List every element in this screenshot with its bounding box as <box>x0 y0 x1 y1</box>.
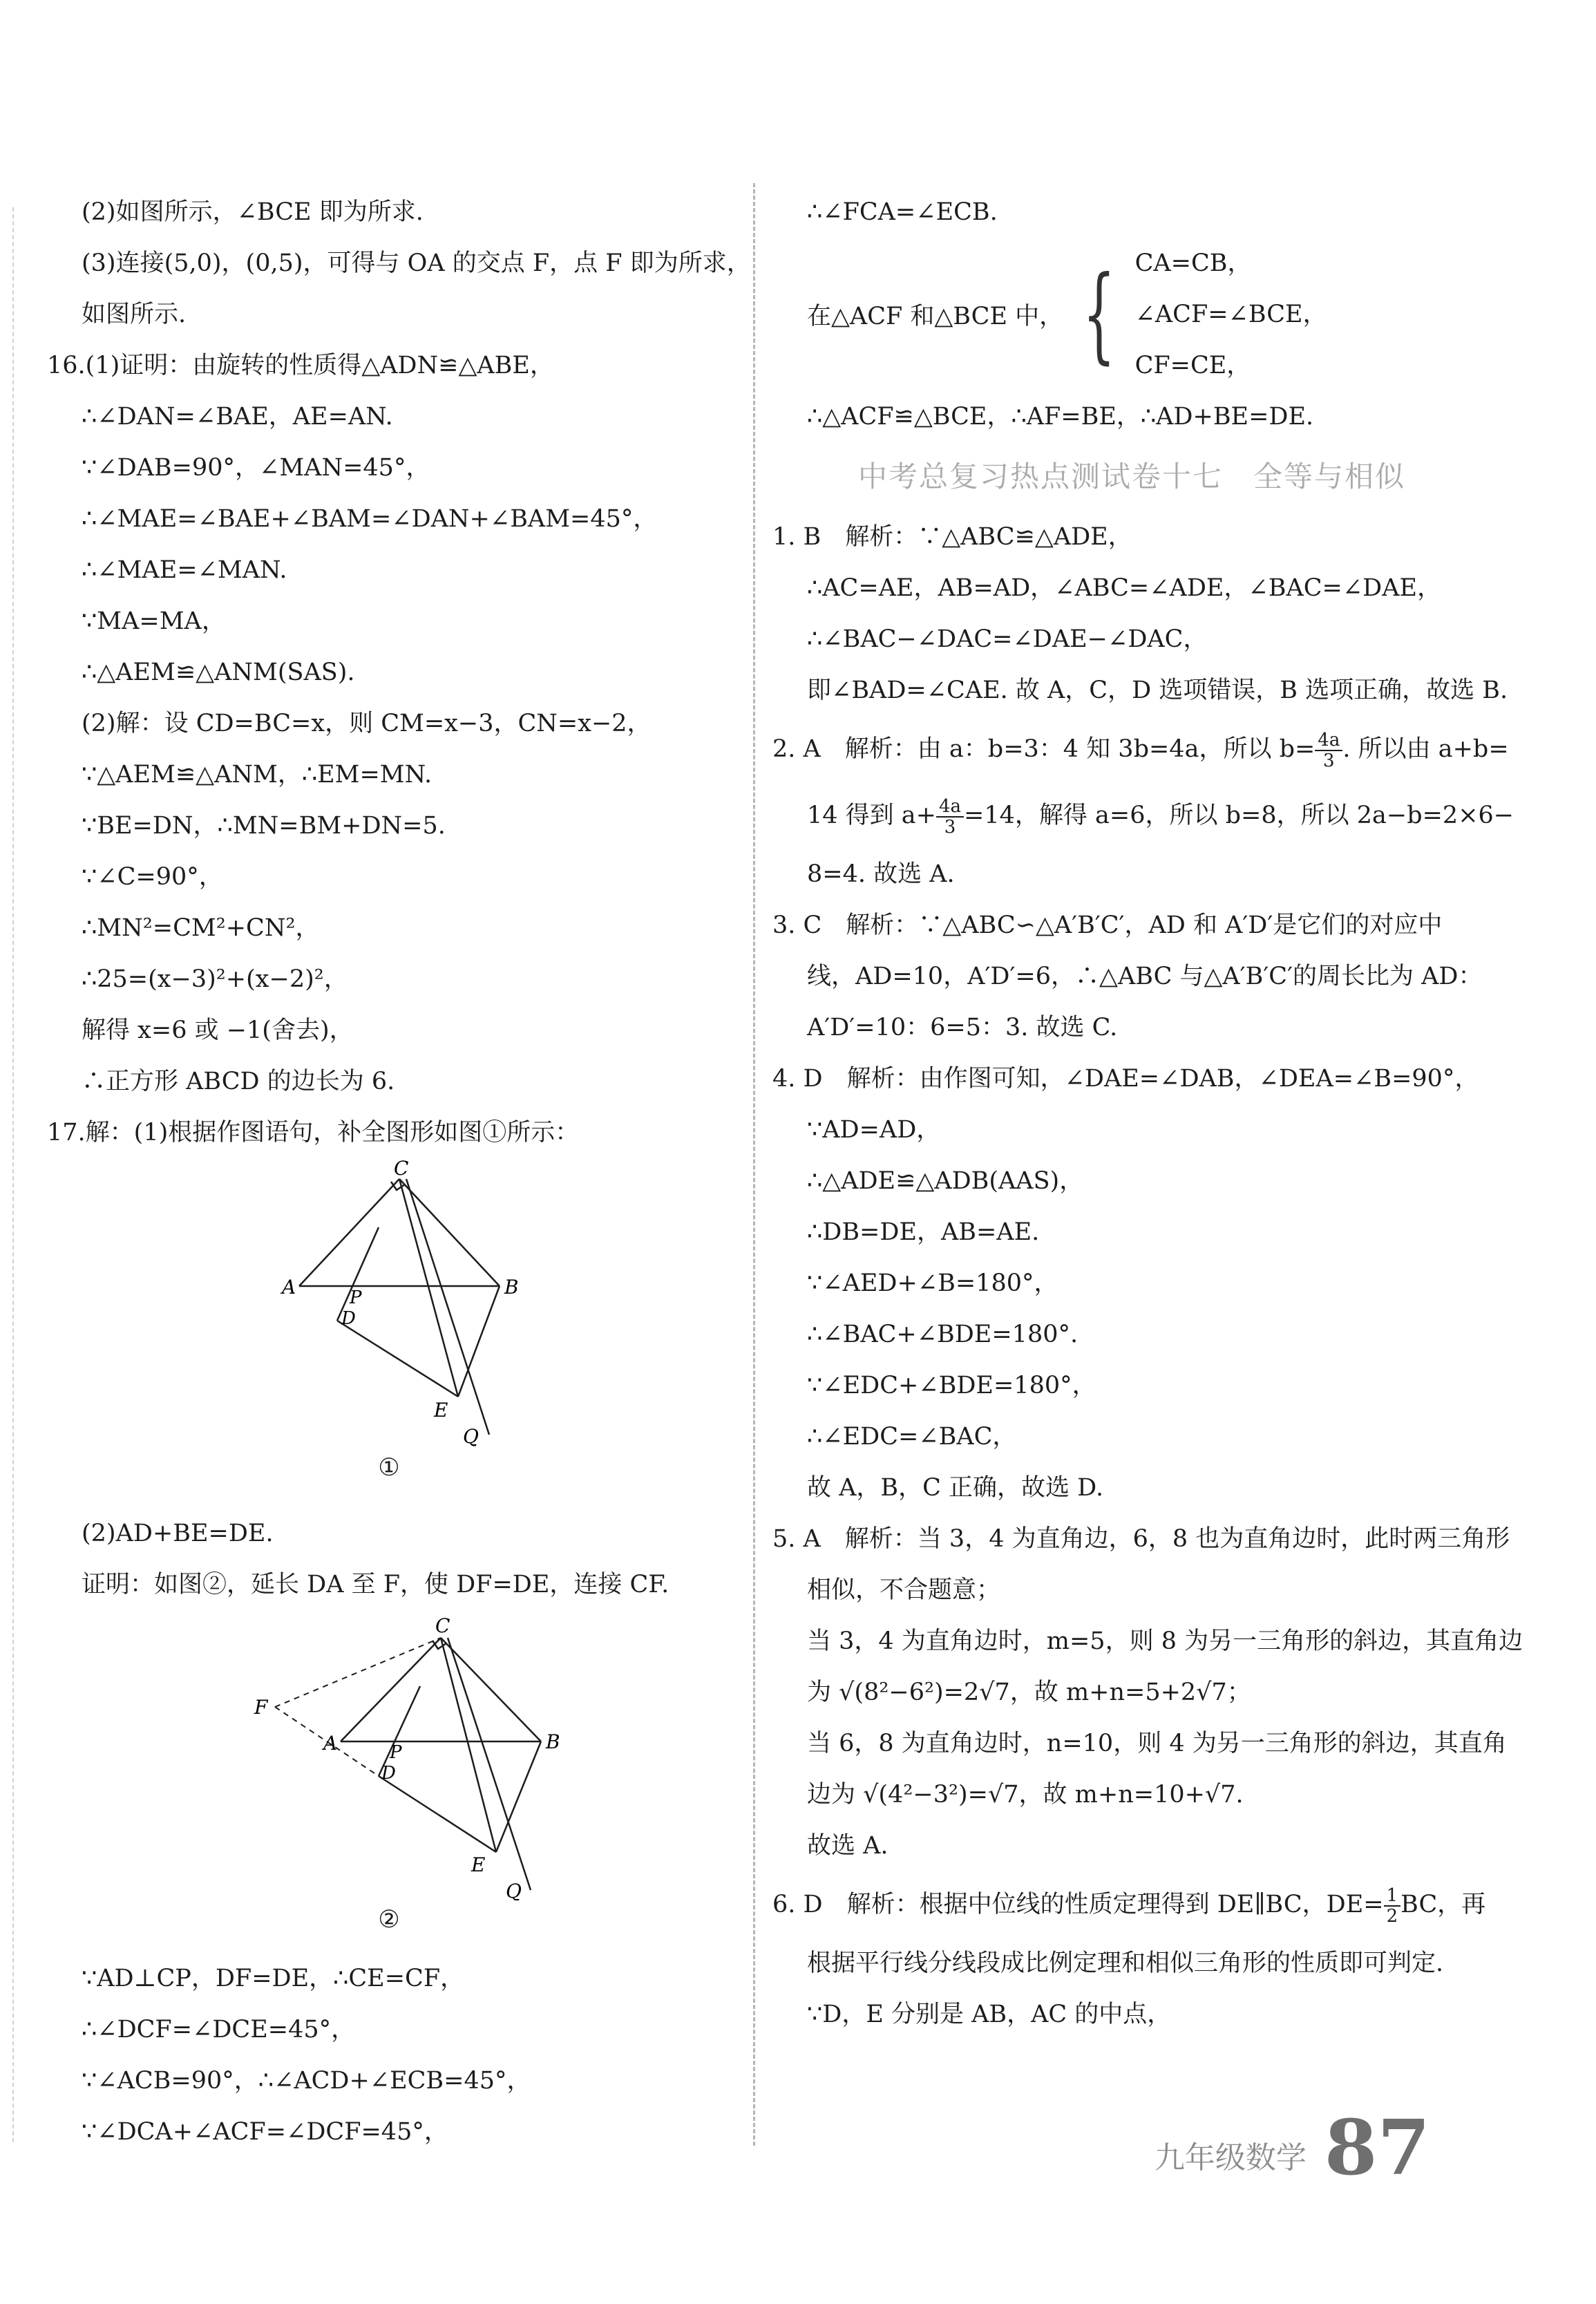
text-line: ∵AD⊥CP，DF=DE，∴CE=CF， <box>82 1965 465 1992</box>
left-column <box>47 187 751 2157</box>
fraction-denominator: 2 <box>1386 1905 1398 1927</box>
page-number: 87 <box>1324 2103 1430 2192</box>
label-p: P <box>390 1742 402 1763</box>
label-p: P <box>350 1287 362 1308</box>
text-line: ∵MA=MA， <box>82 607 226 635</box>
fraction-numerator: 4a <box>1315 730 1342 751</box>
text-line: 为 √(8²−6²)=2√7，故 m+n=5+2√7； <box>807 1679 1251 1706</box>
text-line: ∵∠EDC+∠BDE=180°， <box>807 1372 1096 1399</box>
question-17-heading: 17.解：(1)根据作图语句，补全图形如图①所示： <box>47 1119 580 1146</box>
text-line: 故 A，B，C 正确，故选 D. <box>807 1474 1104 1502</box>
q2-text: . 所以由 a+b= <box>1342 735 1509 763</box>
label-a: A <box>282 1276 296 1299</box>
text-line: (2)如图所示，∠BCE 即为所求. <box>82 198 424 226</box>
text-line: ∴∠FCA=∠ECB. <box>807 198 998 226</box>
label-c: C <box>394 1158 409 1180</box>
case-line: CA=CB， <box>1134 249 1252 277</box>
case-system <box>772 238 1491 391</box>
text-line: ∵△AEM≌△ANM，∴EM=MN. <box>82 761 433 789</box>
text-line: ∴AC=AE，AB=AD，∠ABC=∠ADE，∠BAC=∠DAE， <box>807 574 1442 602</box>
text-line: ∴∠MAE=∠MAN. <box>82 556 287 584</box>
fraction-denominator: 3 <box>944 816 956 838</box>
case-line: ∠ACF=∠BCE， <box>1134 301 1327 328</box>
q2-text: =14，解得 a=6，所以 b=8，所以 2a−b=2×6− <box>964 802 1514 829</box>
binding-edge <box>12 207 14 2142</box>
text-line: 如图所示. <box>82 301 187 328</box>
fraction-numerator: 1 <box>1384 1886 1401 1907</box>
text-line: 证明：如图②，延长 DA 至 F，使 DF=DE，连接 CF. <box>82 1571 669 1598</box>
page-footer <box>1154 2103 1430 2192</box>
text-line: 相似，不合题意； <box>807 1576 1001 1604</box>
label-c: C <box>435 1614 450 1637</box>
geometry-figure-1 <box>47 1158 731 1448</box>
section-title: 中考总复习热点测试卷十七 全等与相似 <box>857 460 1405 493</box>
text-line: ∵D，E 分别是 AB，AC 的中点， <box>807 2001 1172 2028</box>
question-16-heading: 16.(1)证明：由旋转的性质得△ADN≌△ABE， <box>47 352 554 379</box>
text-line: ∴∠MAE=∠BAE+∠BAM=∠DAN+∠BAM=45°， <box>82 505 658 533</box>
text-line: ∴∠BAC+∠BDE=180°. <box>807 1321 1079 1348</box>
label-q: Q <box>463 1425 479 1448</box>
text-line: ∵AD=AD， <box>807 1116 941 1144</box>
fraction <box>1384 1886 1401 1926</box>
label-d: D <box>381 1763 396 1784</box>
question-5-line: 5. A 解析：当 3，4 为直角边，6，8 也为直角边时，此时两三角形 <box>772 1525 1510 1553</box>
text-line: ∴∠BAC−∠DAC=∠DAE−∠DAC， <box>807 625 1208 653</box>
figure-2-caption: ② <box>378 1906 400 1934</box>
text-line: ∵∠C=90°， <box>82 863 223 891</box>
text-line: ∵∠AED+∠B=180°， <box>807 1269 1058 1297</box>
question-6-line <box>772 1871 1491 1938</box>
q6-text: 6. D 解析：根据中位线的性质定理得到 DE∥BC，DE= <box>772 1891 1384 1918</box>
text-line: 即∠BAD=∠CAE. 故 A，C，D 选项错误，B 选项正确，故选 B. <box>807 677 1508 704</box>
question-1-line: 1. B 解析：∵△ABC≌△ADE， <box>772 523 1132 551</box>
left-brace-icon: { <box>1082 254 1116 375</box>
label-e: E <box>434 1399 448 1422</box>
fraction-denominator: 3 <box>1323 750 1335 771</box>
fraction <box>1315 730 1342 771</box>
label-b: B <box>546 1730 560 1753</box>
text-line: 线，AD=10，A′D′=6，∴△ABC 与△A′B′C′的周长比为 AD： <box>807 963 1483 990</box>
grade-label: 九年级数学 <box>1154 2140 1307 2175</box>
label-d: D <box>341 1308 356 1329</box>
question-2-line <box>772 716 1509 782</box>
text-line: ∵∠DAB=90°，∠MAN=45°， <box>82 454 430 482</box>
text-line: 故选 A. <box>807 1832 889 1860</box>
geometry-figure-2 <box>47 1610 731 1900</box>
text-line: ∴△ADE≌△ADB(AAS)， <box>807 1167 1084 1195</box>
text-line: ∴∠DCF=∠DCE=45°， <box>82 2016 356 2043</box>
case-stack <box>1135 238 1327 391</box>
text-line: 边为 √(4²−3²)=√7，故 m+n=10+√7. <box>807 1781 1244 1809</box>
case-line: CF=CE， <box>1134 352 1251 379</box>
text-line: ∵∠DCA+∠ACF=∠DCF=45°， <box>82 2118 448 2146</box>
text-line: ∴∠EDC=∠BAC， <box>807 1423 1017 1451</box>
question-3-line: 3. C 解析：∵△ABC∽△A′B′C′，AD 和 A′D′是它们的对应中 <box>772 912 1443 939</box>
text-line <box>772 782 1514 849</box>
text-line: 根据平行线分线段成比例定理和相似三角形的性质即可判定. <box>807 1949 1444 1977</box>
label-b: B <box>504 1276 519 1299</box>
text-line: 8=4. 故选 A. <box>807 860 955 888</box>
q2-text: 2. A 解析：由 a：b=3：4 知 3b=4a，所以 b= <box>772 735 1315 763</box>
case-lead: 在△ACF 和△BCE 中， <box>807 303 1064 330</box>
text-line: ∴△ACF≌△BCE，∴AF=BE，∴AD+BE=DE. <box>807 403 1314 431</box>
label-q: Q <box>506 1880 522 1900</box>
label-f: F <box>254 1696 268 1719</box>
label-e: E <box>471 1853 486 1876</box>
text-line: A′D′=10：6=5：3. 故选 C. <box>807 1014 1118 1041</box>
right-column <box>772 187 1523 2040</box>
text-line: (3)连接(5,0)，(0,5)，可得与 OA 的交点 F，点 F 即为所求， <box>82 249 751 277</box>
q6-text: BC，再 <box>1400 1891 1486 1918</box>
text-line: ∴MN²=CM²+CN²， <box>82 914 320 942</box>
text-line: ∵∠ACB=90°，∴∠ACD+∠ECB=45°， <box>82 2067 531 2095</box>
text-line: ∵BE=DN，∴MN=BM+DN=5. <box>82 812 446 840</box>
question-4-line: 4. D 解析：由作图可知，∠DAE=∠DAB，∠DEA=∠B=90°， <box>772 1065 1479 1093</box>
label-a: A <box>323 1732 338 1755</box>
text-line: 当 6，8 为直角边时，n=10，则 4 为另一三角形的斜边，其直角 <box>807 1730 1507 1757</box>
column-divider <box>753 183 755 2146</box>
text-line: (2)解：设 CD=BC=x，则 CM=x−3，CN=x−2， <box>82 710 652 737</box>
fraction <box>936 797 964 837</box>
text-line: ∴∠DAN=∠BAE，AE=AN. <box>82 403 393 431</box>
q2-text: 14 得到 a+ <box>807 802 936 829</box>
fraction-numerator: 4a <box>936 797 964 818</box>
text-line: ∴DB=DE，AB=AE. <box>807 1218 1040 1246</box>
text-line: ∴25=(x−3)²+(x−2)²， <box>82 965 348 993</box>
text-line: (2)AD+BE=DE. <box>82 1520 274 1547</box>
text-line: 当 3，4 为直角边时，m=5，则 8 为另一三角形的斜边，其直角边 <box>807 1627 1523 1655</box>
text-line: ∴△AEM≌△ANM(SAS). <box>82 659 355 686</box>
text-line: 解得 x=6 或 −1(舍去)， <box>82 1017 354 1044</box>
text-line: ∴正方形 ABCD 的边长为 6. <box>82 1068 395 1095</box>
figure-1-caption: ① <box>378 1454 400 1482</box>
